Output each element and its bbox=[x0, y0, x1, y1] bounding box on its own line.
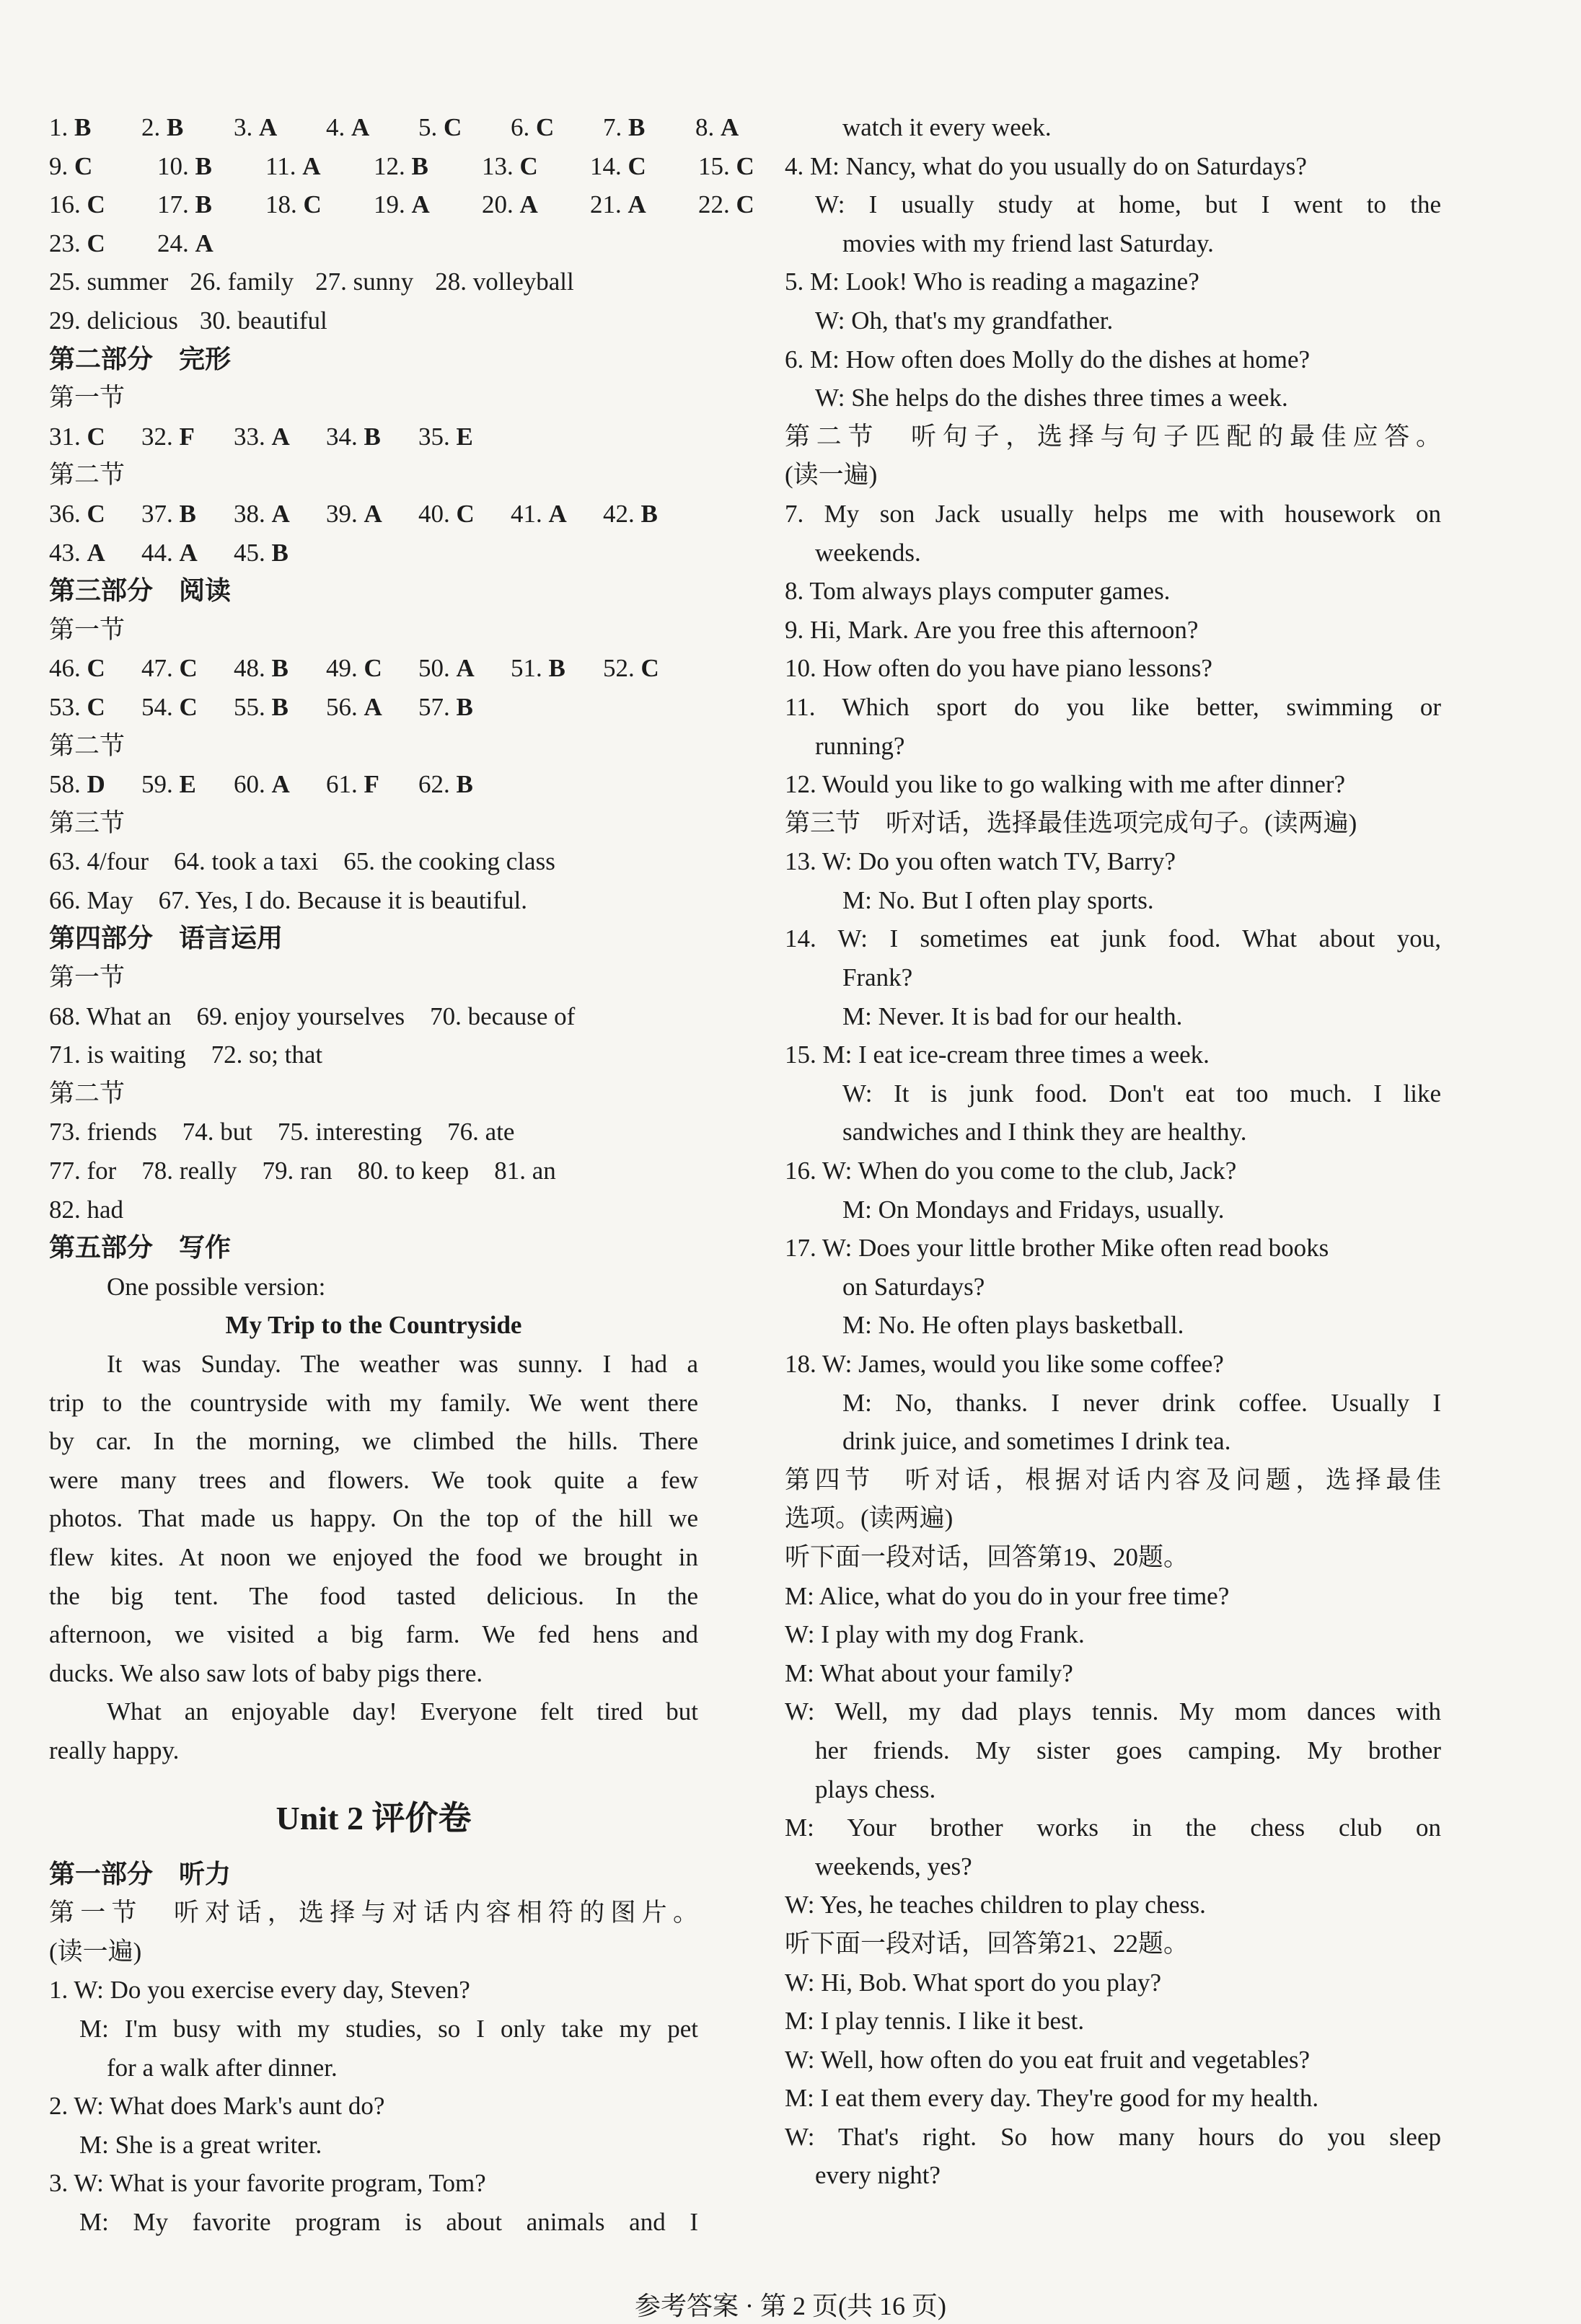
answer-item: 56. A bbox=[326, 692, 382, 721]
answer-item: 5. C bbox=[418, 113, 462, 141]
answer-row bbox=[49, 262, 698, 301]
page-footer: 参考答案 · 第 2 页(共 16 页) bbox=[635, 2292, 946, 2320]
answer-item: 1. B bbox=[49, 113, 92, 141]
dialogue-line: 8. Tom always plays computer games. bbox=[785, 577, 1171, 606]
answer-item: 10. B bbox=[157, 151, 212, 180]
answer-item: 32. F bbox=[141, 422, 195, 451]
answer-row bbox=[49, 185, 754, 224]
dialogue-line: drink juice, and sometimes I drink tea. bbox=[842, 1427, 1231, 1456]
dialogue-line: W: Oh, that's my grandfather. bbox=[815, 306, 1114, 335]
dialogue-line: Frank? bbox=[842, 963, 913, 992]
subsection-heading: 第三节 bbox=[49, 808, 125, 837]
answer-item: 33. A bbox=[234, 422, 290, 451]
answer-item: 38. A bbox=[234, 499, 290, 528]
answer-item: 43. A bbox=[49, 538, 105, 567]
answer-item: 23. C bbox=[49, 229, 105, 257]
dialogue-line: M: Your brother works in the chess club on bbox=[785, 1813, 1441, 1842]
answer-row bbox=[49, 417, 698, 456]
answer-item: 41. A bbox=[511, 499, 567, 528]
answer-item: 44. A bbox=[141, 538, 198, 567]
answer-item: 31. C bbox=[49, 422, 105, 451]
dialogue-line: 10. How often do you have piano lessons? bbox=[785, 654, 1212, 683]
answer-row bbox=[49, 765, 698, 804]
subsection-heading: 第一节 听对话，选择与对话内容相符的图片。 bbox=[49, 1899, 698, 1927]
section-heading: 第三部分 阅读 bbox=[49, 576, 232, 606]
answer-item: 19. A bbox=[374, 190, 430, 219]
answer-item: 18. C bbox=[265, 190, 322, 219]
dialogue-line: 选项。(读两遍) bbox=[785, 1504, 954, 1533]
answer-item: 3. A bbox=[234, 113, 278, 141]
answer-item: 49. C bbox=[326, 654, 382, 683]
answer-row bbox=[49, 147, 754, 186]
answer-item: 37. B bbox=[141, 499, 196, 528]
dialogue-line: on Saturdays? bbox=[842, 1272, 985, 1301]
essay-line: were many trees and flowers. We took quite a few bbox=[49, 1465, 698, 1494]
dialogue-line: 3. W: What is your favorite program, Tom? bbox=[49, 2169, 486, 2198]
answer-line: 77. for 78. really 79. ran 80. to keep 81. an bbox=[49, 1157, 556, 1185]
answer-item: 27. sunny bbox=[315, 268, 414, 296]
essay-line: the big tent. The food tasted delicious. In the bbox=[49, 1581, 698, 1610]
section-heading: 第一部分 听力 bbox=[49, 1859, 232, 1889]
answer-item: 53. C bbox=[49, 692, 105, 721]
dialogue-line: 17. W: Does your little brother Mike often read books bbox=[785, 1234, 1329, 1263]
essay-line: It was Sunday. The weather was sunny. I had a bbox=[107, 1350, 698, 1378]
dialogue-line: 18. W: James, would you like some coffee? bbox=[785, 1350, 1224, 1378]
answer-item: 57. B bbox=[418, 692, 473, 721]
dialogue-line: plays chess. bbox=[815, 1775, 936, 1803]
dialogue-line: weekends. bbox=[815, 538, 921, 567]
dialogue-line: 听下面一段对话，回答第19、20题。 bbox=[785, 1542, 1189, 1571]
subsection-note: (读一遍) bbox=[49, 1937, 142, 1966]
answer-item: 13. C bbox=[482, 151, 538, 180]
dialogue-line: 14. W: I sometimes eat junk food. What about you, bbox=[785, 924, 1441, 953]
essay-intro: One possible version: bbox=[107, 1272, 326, 1301]
dialogue-line: 6. M: How often does Molly do the dishes at home? bbox=[785, 345, 1311, 374]
section-heading: 第四部分 语言运用 bbox=[49, 924, 283, 954]
answer-row bbox=[49, 301, 698, 340]
dialogue-line: M: My favorite program is about animals and I bbox=[79, 2207, 698, 2236]
answer-item: 6. C bbox=[511, 113, 555, 141]
dialogue-line: M: She is a great writer. bbox=[79, 2130, 322, 2159]
answer-item: 58. D bbox=[49, 770, 105, 799]
dialogue-line: 2. W: What does Mark's aunt do? bbox=[49, 2092, 385, 2121]
dialogue-line: W: Well, how often do you eat fruit and vegetables? bbox=[785, 2045, 1311, 2074]
dialogue-line: watch it every week. bbox=[842, 113, 1052, 141]
answer-item: 62. B bbox=[418, 770, 473, 799]
dialogue-line: 9. Hi, Mark. Are you free this afternoon? bbox=[785, 615, 1199, 644]
answer-item: 30. beautiful bbox=[199, 306, 327, 335]
dialogue-line: 1. W: Do you exercise every day, Steven? bbox=[49, 1976, 470, 2005]
answer-item: 11. A bbox=[265, 151, 321, 180]
subsection-heading: 第二节 bbox=[49, 731, 125, 760]
subsection-heading: 第一节 bbox=[49, 384, 125, 412]
answer-item: 24. A bbox=[157, 229, 213, 257]
answer-item: 54. C bbox=[141, 692, 198, 721]
answer-row bbox=[49, 688, 698, 727]
dialogue-line: M: On Mondays and Fridays, usually. bbox=[842, 1195, 1225, 1224]
answer-item: 29. delicious bbox=[49, 306, 178, 335]
answer-item: 51. B bbox=[511, 654, 565, 683]
dialogue-line: M: Never. It is bad for our health. bbox=[842, 1002, 1183, 1030]
dialogue-line: M: I play tennis. I like it best. bbox=[785, 2007, 1085, 2036]
subsection-heading: 第二节 bbox=[49, 1079, 125, 1108]
answer-item: 42. B bbox=[603, 499, 658, 528]
dialogue-line: M: No, thanks. I never drink coffee. Usually I bbox=[842, 1388, 1441, 1417]
dialogue-line: her friends. My sister goes camping. My brother bbox=[815, 1736, 1441, 1764]
answer-item: 61. F bbox=[326, 770, 379, 799]
dialogue-line: M: I'm busy with my studies, so I only take my pet bbox=[79, 2014, 698, 2043]
answer-item: 20. A bbox=[482, 190, 538, 219]
dialogue-line: 第四节 听对话，根据对话内容及问题，选择最佳 bbox=[785, 1465, 1441, 1494]
answer-item: 8. A bbox=[695, 113, 739, 141]
answer-item: 25. summer bbox=[49, 268, 169, 296]
essay-line: really happy. bbox=[49, 1736, 180, 1764]
answer-row bbox=[49, 108, 739, 147]
dialogue-line: M: No. He often plays basketball. bbox=[842, 1311, 1184, 1340]
essay-line: trip to the countryside with my family. We went there bbox=[49, 1388, 698, 1417]
dialogue-line: W: That's right. So how many hours do you sleep bbox=[785, 2122, 1441, 2151]
essay-line: flew kites. At noon we enjoyed the food we brought in bbox=[49, 1542, 698, 1571]
answer-item: 14. C bbox=[590, 151, 646, 180]
answer-item: 45. B bbox=[234, 538, 289, 567]
dialogue-line: W: Hi, Bob. What sport do you play? bbox=[785, 1968, 1162, 1997]
dialogue-line: 4. M: Nancy, what do you usually do on Saturdays? bbox=[785, 151, 1307, 180]
section-heading: 第二部分 完形 bbox=[49, 344, 232, 374]
answer-item: 12. B bbox=[374, 151, 428, 180]
answer-item: 15. C bbox=[698, 151, 754, 180]
answer-item: 55. B bbox=[234, 692, 289, 721]
answer-item: 17. B bbox=[157, 190, 212, 219]
dialogue-line: 12. Would you like to go walking with me after dinner? bbox=[785, 770, 1346, 799]
dialogue-line: W: I play with my dog Frank. bbox=[785, 1620, 1085, 1649]
answer-item: 22. C bbox=[698, 190, 754, 219]
answer-item: 52. C bbox=[603, 654, 659, 683]
answer-item: 16. C bbox=[49, 190, 105, 219]
answer-item: 60. A bbox=[234, 770, 290, 799]
answer-item: 40. C bbox=[418, 499, 475, 528]
dialogue-line: M: I eat them every day. They're good for my health. bbox=[785, 2084, 1319, 2113]
dialogue-line: W: It is junk food. Don't eat too much. I like bbox=[842, 1079, 1441, 1108]
answer-item: 36. C bbox=[49, 499, 105, 528]
answer-row bbox=[49, 495, 698, 534]
unit-title: Unit 2 评价卷 bbox=[276, 1799, 472, 1837]
answer-row bbox=[49, 534, 698, 573]
dialogue-line: 听下面一段对话，回答第21、22题。 bbox=[785, 1929, 1189, 1958]
essay-line: ducks. We also saw lots of baby pigs there. bbox=[49, 1658, 483, 1687]
dialogue-line: 第二节 听句子，选择与句子匹配的最佳应答。 bbox=[785, 422, 1441, 451]
dialogue-line: 7. My son Jack usually helps me with housework on bbox=[785, 499, 1441, 528]
dialogue-line: 11. Which sport do you like better, swimming or bbox=[785, 692, 1441, 721]
answer-line: 68. What an 69. enjoy yourselves 70. because of bbox=[49, 1002, 576, 1030]
dialogue-line: M: What about your family? bbox=[785, 1658, 1073, 1687]
answer-line: 63. 4/four 64. took a taxi 65. the cooking class bbox=[49, 847, 555, 876]
answer-line: 71. is waiting 72. so; that bbox=[49, 1041, 323, 1069]
answer-item: 46. C bbox=[49, 654, 105, 683]
answer-item: 28. volleyball bbox=[435, 268, 574, 296]
dialogue-line: W: I usually study at home, but I went to the bbox=[815, 190, 1441, 219]
answer-item: 59. E bbox=[141, 770, 196, 799]
section-heading: 第五部分 写作 bbox=[49, 1233, 232, 1263]
dialogue-line: running? bbox=[815, 731, 905, 760]
dialogue-line: W: Well, my dad plays tennis. My mom dances with bbox=[785, 1697, 1441, 1726]
answer-line: 73. friends 74. but 75. interesting 76. ate bbox=[49, 1118, 515, 1146]
answer-item: 2. B bbox=[141, 113, 184, 141]
subsection-heading: 第一节 bbox=[49, 615, 125, 644]
essay-line: afternoon, we visited a big farm. We fed hens and bbox=[49, 1620, 698, 1649]
dialogue-line: M: Alice, what do you do in your free time? bbox=[785, 1581, 1230, 1610]
dialogue-line: 13. W: Do you often watch TV, Barry? bbox=[785, 847, 1176, 876]
subsection-heading: 第一节 bbox=[49, 963, 125, 992]
answer-item: 34. B bbox=[326, 422, 381, 451]
dialogue-line: 15. M: I eat ice-cream three times a week. bbox=[785, 1041, 1210, 1069]
dialogue-line: movies with my friend last Saturday. bbox=[842, 229, 1214, 257]
dialogue-line: W: Yes, he teaches children to play chess. bbox=[785, 1891, 1206, 1919]
dialogue-line: W: She helps do the dishes three times a week. bbox=[815, 384, 1288, 412]
dialogue-line: sandwiches and I think they are healthy. bbox=[842, 1118, 1247, 1146]
dialogue-line: 第三节 听对话，选择最佳选项完成句子。(读两遍) bbox=[785, 808, 1357, 837]
answer-item: 35. E bbox=[418, 422, 473, 451]
dialogue-line: (读一遍) bbox=[785, 461, 878, 490]
answer-item: 50. A bbox=[418, 654, 475, 683]
answer-item: 48. B bbox=[234, 654, 289, 683]
answer-item: 7. B bbox=[603, 113, 646, 141]
answer-item: 9. C bbox=[49, 151, 93, 180]
essay-title: My Trip to the Countryside bbox=[225, 1311, 522, 1340]
dialogue-line: 5. M: Look! Who is reading a magazine? bbox=[785, 268, 1199, 296]
answer-item: 26. family bbox=[190, 268, 294, 296]
answer-item: 47. C bbox=[141, 654, 198, 683]
essay-line: photos. That made us happy. On the top of the hill we bbox=[49, 1504, 698, 1533]
answer-item: 21. A bbox=[590, 190, 646, 219]
dialogue-line: for a walk after dinner. bbox=[107, 2053, 338, 2082]
dialogue-line: M: No. But I often play sports. bbox=[842, 885, 1154, 914]
answer-item: 4. A bbox=[326, 113, 370, 141]
answer-line: 66. May 67. Yes, I do. Because it is beautiful. bbox=[49, 885, 527, 914]
left-column bbox=[49, 108, 754, 2241]
right-column bbox=[785, 108, 1441, 2195]
dialogue-line: weekends, yes? bbox=[815, 1852, 972, 1881]
answer-row bbox=[49, 649, 698, 688]
answer-row bbox=[49, 224, 698, 263]
answer-item: 39. A bbox=[326, 499, 382, 528]
dialogue-line: every night? bbox=[815, 2161, 941, 2190]
essay-line: What an enjoyable day! Everyone felt tired but bbox=[107, 1697, 698, 1726]
subsection-heading: 第二节 bbox=[49, 461, 125, 490]
essay-line: by car. In the morning, we climbed the hills. There bbox=[49, 1427, 698, 1456]
dialogue-line: 16. W: When do you come to the club, Jack? bbox=[785, 1157, 1237, 1185]
answer-line: 82. had bbox=[49, 1195, 124, 1224]
